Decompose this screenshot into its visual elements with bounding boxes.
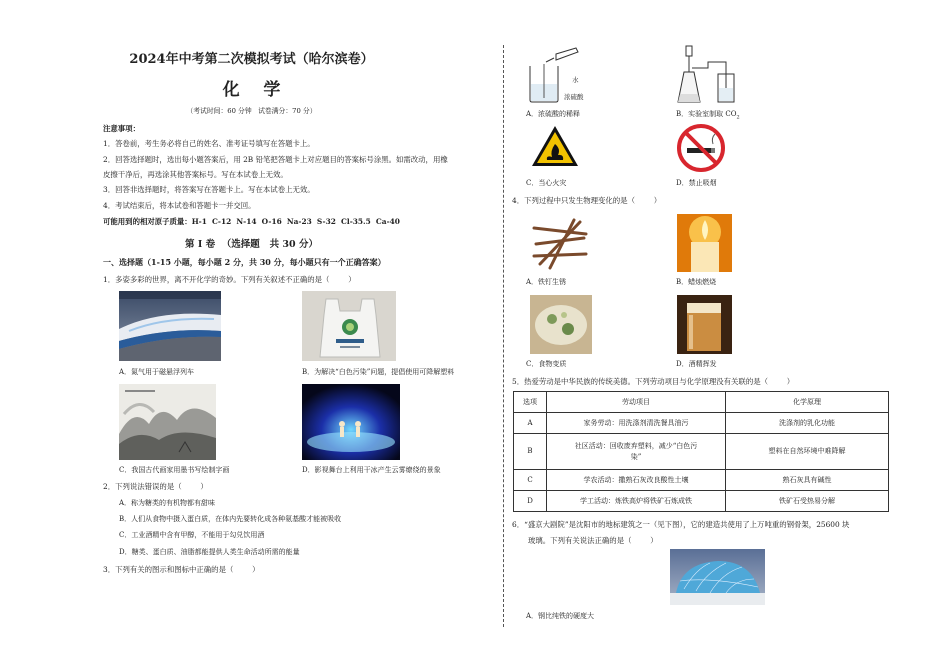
rusty-nails-image [530,214,590,272]
question-3-stem: 3．下列有关的图示和图标中正确的是（ ） [103,565,260,574]
q3-option-c: C．当心火灾 [526,179,567,187]
table-header-row [514,392,889,413]
cell-project-line: 社区活动：回收废弃塑料，减少“白色污 [574,442,698,451]
q1-option-d: D．影视舞台上利用干冰产生云雾缭绕的景象 [302,466,441,474]
note-line: 2．回答选择题时，选出每小题答案后，用 2B 铅笔把答题卡上对应题目的答案标号涂黑。如需改动，用橡 [103,155,448,164]
q2-option-c: C．工业酒精中含有甲醇，不能用于勾兑饮用酒 [119,531,265,539]
note-line: 3．回答非选择题时，将答案写在答题卡上。写在本试卷上无效。 [103,185,315,194]
cell-option: C [514,470,547,491]
q6-option-a: A．钢比纯铁的硬度大 [526,612,595,620]
q2-option-a: A．称为糖类的有机物都有甜味 [119,499,216,507]
part1-title: 第 I 卷 （选择题 共 30 分） [185,239,318,250]
subscript-two: 2 [736,114,740,121]
label-conc-sulfuric-acid: 浓硫酸 [564,93,584,101]
shengjing-theatre-image [670,549,765,605]
label-water: 水 [572,76,579,84]
cell-principle: 熟石灰具有碱性 [726,470,889,491]
q3-option-b-label: B．实验室制取 CO [676,110,737,118]
cell-project-line: 染” [630,452,642,461]
question-6-stem-line1: 6．“盛京大剧院”是沈阳市的地标建筑之一（见下图），它的建造共使用了上万吨重的钢骨架，25600 块 [512,520,850,529]
table-row [514,413,889,434]
q1-option-a: A．氮气用于磁悬浮列车 [119,368,195,376]
col-header-principle: 化学原理 [726,392,889,413]
labor-principle-table [513,391,889,512]
table-row [514,491,889,512]
cell-project: 学工活动：炼铁高炉将铁矿石炼成铁 [547,491,726,512]
degradable-bag-image [302,291,396,361]
note-line: 1．答卷前，考生务必将自己的姓名、准考证号填写在答题卡上。 [103,139,315,148]
table-row [514,470,889,491]
cell-option: A [514,413,547,434]
question-5-stem: 5．热爱劳动是中华民族的传统美德。下列劳动项目与化学原理没有关联的是（ ） [512,377,795,386]
fire-hazard-sign-icon [530,124,580,169]
no-smoking-sign-icon [677,124,725,172]
exam-time-info: （考试时间：60 分钟 试卷满分：70 分） [186,107,317,115]
q4-option-b: B．蜡烛燃烧 [676,278,717,286]
cell-project [547,434,726,470]
subject-title: 化 学 [222,80,281,100]
burning-candle-image [677,214,732,272]
cell-principle: 铁矿石受热易分解 [726,491,889,512]
note-line: 皮擦干净后，再选涂其他答案标号。写在本试卷上无效。 [103,170,288,179]
table-row [514,434,889,470]
question-2-stem: 2．下列说法错误的是（ ） [103,482,208,491]
alcohol-evaporation-image [677,295,732,354]
section-heading: 一、选择题（1-15 小题，每小题 2 分，共 30 分，每小题只有一个正确答案） [103,257,386,267]
q4-option-c: C．食物变质 [526,360,567,368]
stage-dry-ice-image [302,384,400,460]
co2-apparatus-diagram [674,44,744,106]
cell-option: D [514,491,547,512]
q2-option-d: D．糖类、蛋白质、油脂都能提供人类生命活动所需的能量 [119,548,300,556]
ink-painting-image [119,384,216,460]
cell-option: B [514,434,547,470]
q3-option-d: D．禁止吸烟 [676,179,717,187]
q4-option-a: A．铁钉生锈 [526,278,567,286]
question-6-stem-line2: 玻璃。下列有关说法正确的是（ ） [528,536,658,545]
q1-option-c: C．我国古代画家用墨书写绘制字画 [119,466,230,474]
cell-principle: 塑料在自然环境中难降解 [726,434,889,470]
question-4-stem: 4．下列过程中只发生物理变化的是（ ） [512,196,662,205]
column-divider [503,45,504,627]
atomic-masses: 可能用到的相对原子质量：H-1 C-12 N-14 O-16 Na-23 S-32 Cl-35.5 Ca-40 [103,217,400,226]
notes-heading: 注意事项： [103,124,140,133]
q4-option-d: D．酒精挥发 [676,360,717,368]
maglev-train-image [119,291,221,361]
q3-option-a: A．浓硫酸的稀释 [526,110,581,118]
cell-principle: 洗涤剂的乳化功能 [726,413,889,434]
col-header-option: 选项 [514,392,547,413]
note-line: 4．考试结束后，将本试卷和答题卡一并交回。 [103,201,256,210]
question-1-stem: 1．多姿多彩的世界，离不开化学的奇妙。下列有关叙述不正确的是（ ） [103,275,356,284]
q3-option-b [676,110,740,121]
q2-option-b: B．人们从食物中摄入蛋白质，在体内先要转化成各种氨基酸才能被吸收 [119,515,342,523]
q1-option-b: B．为解决“白色污染”问题，提倡使用可降解塑料 [302,368,455,376]
spoiled-food-image [530,295,592,354]
exam-title: 2024年中考第二次模拟考试（哈尔滨卷） [129,52,374,67]
cell-project: 家务劳动：用洗涤剂清洗餐具油污 [547,413,726,434]
col-header-project: 劳动项目 [547,392,726,413]
cell-project: 学农活动：撒熟石灰改良酸性土壤 [547,470,726,491]
